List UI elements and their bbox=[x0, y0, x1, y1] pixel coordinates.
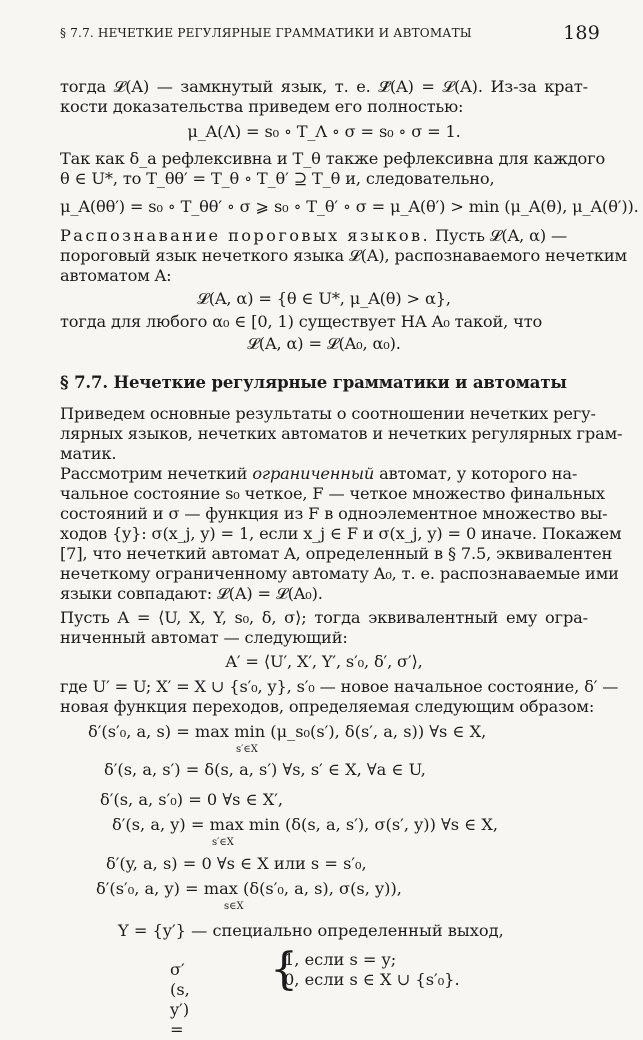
formula: 𝓛(A, α) = {θ ∈ U*, μ_A(θ) > α}, bbox=[197, 289, 451, 308]
formula: σ′(s, y′) = bbox=[170, 960, 190, 1039]
subscript: s′∈X bbox=[212, 837, 234, 848]
italic-term: ограниченный bbox=[252, 464, 375, 483]
text-fragment: Рассмотрим нечеткий bbox=[60, 464, 248, 483]
running-header bbox=[60, 22, 600, 44]
cases bbox=[284, 950, 460, 990]
formula: δ′(y, a, s) = 0 ∀s ∈ X или s = s′₀, bbox=[106, 854, 367, 873]
text-line: новая функция переходов, определяемая следующим образом: bbox=[60, 697, 595, 716]
text-fragment: Пусть 𝓛(A, α) — bbox=[430, 226, 568, 245]
formula: δ′(s′₀, a, y) = max (δ(s′₀, a, s), σ(s, y)), bbox=[96, 879, 402, 898]
text-line: тогда для любого α₀ ∈ [0, 1) существует НА A₀ такой, что bbox=[60, 312, 543, 331]
page-number: 189 bbox=[563, 22, 600, 44]
text-line: ниченный автомат — следующий: bbox=[60, 628, 348, 647]
text-line: языки совпадают: 𝓛(A) = 𝓛(A₀). bbox=[60, 584, 323, 603]
formula: δ′(s′₀, a, s) = max min (μ_s₀(s′), δ(s′, a, s)) ∀s ∈ X, bbox=[88, 722, 487, 741]
formula: δ′(s, a, y) = max min (δ(s, a, s′), σ(s′, y)) ∀s ∈ X, bbox=[112, 815, 499, 834]
text-line: пороговый язык нечеткого языка 𝓛(A), распознаваемого нечетким bbox=[60, 246, 627, 265]
text-line: состояний и σ — функция из F в одноэлементное множество вы- bbox=[60, 504, 608, 523]
formula: Y = {y′} — специально определенный выход, bbox=[118, 921, 504, 940]
text-line: лярных языков, нечетких автоматов и нечетких регулярных грам- bbox=[60, 424, 623, 443]
formula: μ_A(θθ′) = s₀ ∘ T_θθ′ ∘ σ ⩾ s₀ ∘ T_θ′ ∘ σ = μ_A(θ′) > min (μ_A(θ), μ_A(θ′)). bbox=[60, 197, 639, 216]
brace: { bbox=[270, 944, 298, 995]
text-line: θ ∈ U*, то T_θθ′ = T_θ ∘ T_θ′ ⊇ T_θ и, следовательно, bbox=[60, 169, 495, 188]
text-line bbox=[60, 464, 588, 484]
text-line: чальное состояние s₀ четкое, F — четкое множество финальных bbox=[60, 484, 605, 503]
text-line: Приведем основные результаты о соотношении нечетких регу- bbox=[60, 404, 596, 423]
formula: δ′(s, a, s′₀) = 0 ∀s ∈ X′, bbox=[100, 790, 284, 809]
spaced-heading: Распознавание пороговых языков. bbox=[60, 226, 431, 245]
text-line: где U′ = U; X′ = X ∪ {s′₀, y}, s′₀ — новое начальное состояние, δ′ — bbox=[60, 677, 619, 696]
text-fragment: автомат, у которого на- bbox=[379, 464, 578, 483]
formula: μ_A(Λ) = s₀ ∘ T_Λ ∘ σ = s₀ ∘ σ = 1. bbox=[187, 122, 461, 141]
text-line: [7], что нечеткий автомат A, определенный в § 7.5, эквивалентен bbox=[60, 544, 613, 563]
text-line: Так как δ_a рефлексивна и T_θ также рефлексивна для каждого bbox=[60, 149, 606, 168]
formula: 𝓛(A, α) = 𝓛(A₀, α₀). bbox=[247, 334, 401, 353]
text-line bbox=[60, 226, 588, 246]
formula: A′ = ⟨U′, X′, Y′, s′₀, δ′, σ′⟩, bbox=[225, 652, 423, 671]
subscript: s′∈X bbox=[236, 744, 258, 755]
subscript: s∈X bbox=[224, 901, 244, 912]
text-line: Пусть A = ⟨U, X, Y, s₀, δ, σ⟩; тогда эквивалентный ему огра- bbox=[60, 608, 588, 627]
case-line: 0, если s ∈ X ∪ {s′₀}. bbox=[284, 970, 460, 989]
text-line: ходов {y}: σ(x_j, y) = 1, если x_j ∈ F и σ(x_j, y) = 0 иначе. Покажем bbox=[60, 524, 622, 543]
text-line: тогда 𝓛(A) — замкнутый язык, т. е. 𝓛̂(A) = 𝓛(A). Из-за крат- bbox=[60, 77, 588, 96]
text-line: матик. bbox=[60, 444, 117, 463]
text-line: автоматом A: bbox=[60, 266, 172, 285]
text-line: кости доказательства приведем его полностью: bbox=[60, 97, 464, 116]
case-line: 1, если s = y; bbox=[284, 950, 397, 969]
section-heading: § 7.7. Нечеткие регулярные грамматики и автоматы bbox=[60, 373, 567, 392]
running-title: § 7.7. НЕЧЕТКИЕ РЕГУЛЯРНЫЕ ГРАММАТИКИ И АВТОМАТЫ bbox=[60, 26, 472, 40]
formula: δ′(s, a, s′) = δ(s, a, s′) ∀s, s′ ∈ X, ∀a ∈ U, bbox=[104, 760, 426, 779]
text-line: нечеткому ограниченному автомату A₀, т. е. распознаваемые ими bbox=[60, 564, 619, 583]
